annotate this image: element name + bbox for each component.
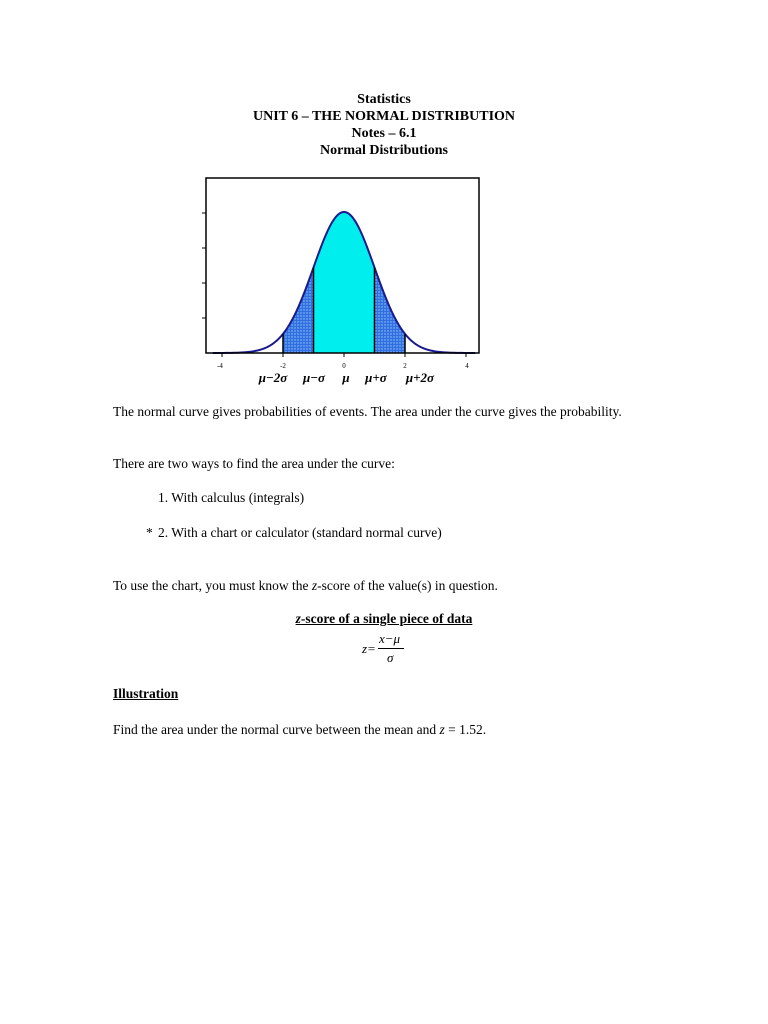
normal-curve-figure — [0, 0, 768, 400]
list-item-chart: 2. With a chart or calculator (standard normal curve) — [158, 525, 442, 540]
zscore-formula — [362, 631, 422, 667]
z-variable-2: z — [439, 722, 445, 737]
formula-title: z-score of a single piece of data — [295, 611, 473, 626]
curve-group — [213, 212, 475, 353]
tick-label-neg4: -4 — [217, 362, 223, 370]
header-line-topic: Normal Distributions — [320, 143, 448, 158]
formula-numerator: x−μ — [379, 631, 401, 646]
formula-denominator: σ — [387, 650, 394, 665]
paragraph-two-ways: There are two ways to find the area under the curve: — [113, 456, 395, 471]
paragraph-normal-curve: The normal curve gives probabilities of events. The area under the curve gives the probability. — [113, 404, 622, 419]
list-item-calculus: 1. With calculus (integrals) — [158, 490, 305, 505]
label-mu: μ — [342, 370, 350, 385]
formula-lhs: z= — [362, 641, 376, 656]
header-line-notes: Notes – 6.1 — [351, 126, 417, 141]
illustration-heading: Illustration — [113, 686, 179, 701]
header-line-statistics: Statistics — [357, 92, 411, 107]
center-region — [314, 212, 375, 353]
tick-label-4: 4 — [465, 362, 469, 370]
z-variable: z — [311, 578, 318, 593]
paragraph-zscore: To use the chart, you must know the z-score of the value(s) in question. — [113, 578, 498, 593]
label-mu-plus-2sigma: μ+2σ — [405, 370, 435, 385]
paragraph-find-area: Find the area under the normal curve between the mean and z = 1.52. — [113, 722, 487, 737]
header-line-unit: UNIT 6 – THE NORMAL DISTRIBUTION — [252, 109, 516, 124]
label-mu-plus-sigma: μ+σ — [365, 370, 387, 385]
formula-fraction-bar — [378, 648, 404, 649]
label-mu-minus-sigma: μ−σ — [302, 370, 326, 385]
list-item-star-marker: * — [146, 525, 153, 540]
label-mu-minus-2sigma: μ−2σ — [258, 370, 288, 385]
tick-label-2: 2 — [403, 362, 407, 370]
tick-label-0: 0 — [342, 362, 346, 370]
tick-label-neg2: -2 — [280, 362, 286, 370]
